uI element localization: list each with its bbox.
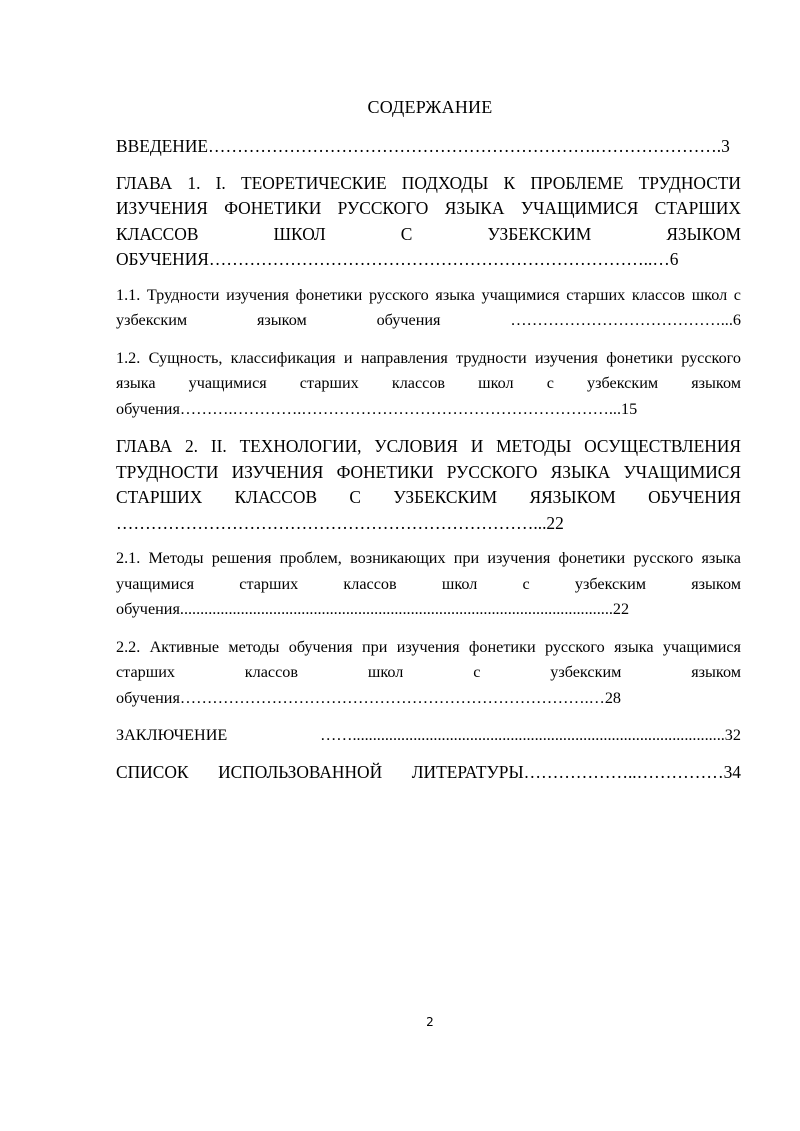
toc-entry-chapter-2: ГЛАВА 2. II. ТЕХНОЛОГИИ, УСЛОВИЯ И МЕТОДЫ ОСУЩЕСТВЛЕНИЯ ТРУДНОСТИ ИЗУЧЕНИЯ ФОНЕТИКИ РУССКОГО ЯЗЫКА УЧАЩИМИСЯ СТАРШИХ КЛАССОВ С УЗБЕКСКИМ ЯЯЗЫКОМ ОБУЧЕНИЯ ………………………………………………………………...22	[116, 436, 741, 533]
toc-entry-introduction: ВВЕДЕНИЕ………………………………………………………….………………….3	[116, 136, 730, 156]
toc-entry-chapter-1: ГЛАВА 1. I. ТЕОРЕТИЧЕСКИЕ ПОДХОДЫ К ПРОБЛЕМЕ ТРУДНОСТИ ИЗУЧЕНИЯ ФОНЕТИКИ РУССКОГО ЯЗЫКА УЧАЩИМИСЯ СТАРШИХ КЛАССОВ ШКОЛ С УЗБЕКСКИМ ЯЗЫКОМ ОБУЧЕНИЯ…………………………………………………………………..…6	[116, 172, 741, 269]
toc-entry-references: СПИСОК ИСПОЛЬЗОВАННОЙ ЛИТЕРАТУРЫ………………..……………34	[116, 761, 741, 782]
toc-title: СОДЕРЖАНИЕ	[367, 97, 493, 117]
toc-entry-section-1-2: 1.2. Сущность, классификация и направления трудности изучения фонетики русского языка учащимися старших классов школ с узбекским языком обучения……….………….…………………………………………………...15	[116, 348, 741, 418]
table-of-contents	[116, 134, 741, 796]
page-number: 2	[426, 1015, 434, 1029]
toc-entry-section-2-2: 2.2. Активные методы обучения при изучения фонетики русского языка учащимися старших классов школ с узбекским языком обучения………………………………………………………………….…28	[116, 637, 741, 707]
toc-entry-section-2-1: 2.1. Методы решения проблем, возникающих при изучения фонетики русского языка учащимися старших классов школ с узбекским языком обучения...........................................................................................................22	[116, 549, 741, 618]
toc-entry-conclusion: ЗАКЛЮЧЕНИЕ ……............................................................................................32	[116, 726, 741, 744]
toc-entry-section-1-1: 1.1. Трудности изучения фонетики русского языка учащимися старших классов школ с узбекским языком обучения …………………………………...6	[116, 285, 741, 329]
